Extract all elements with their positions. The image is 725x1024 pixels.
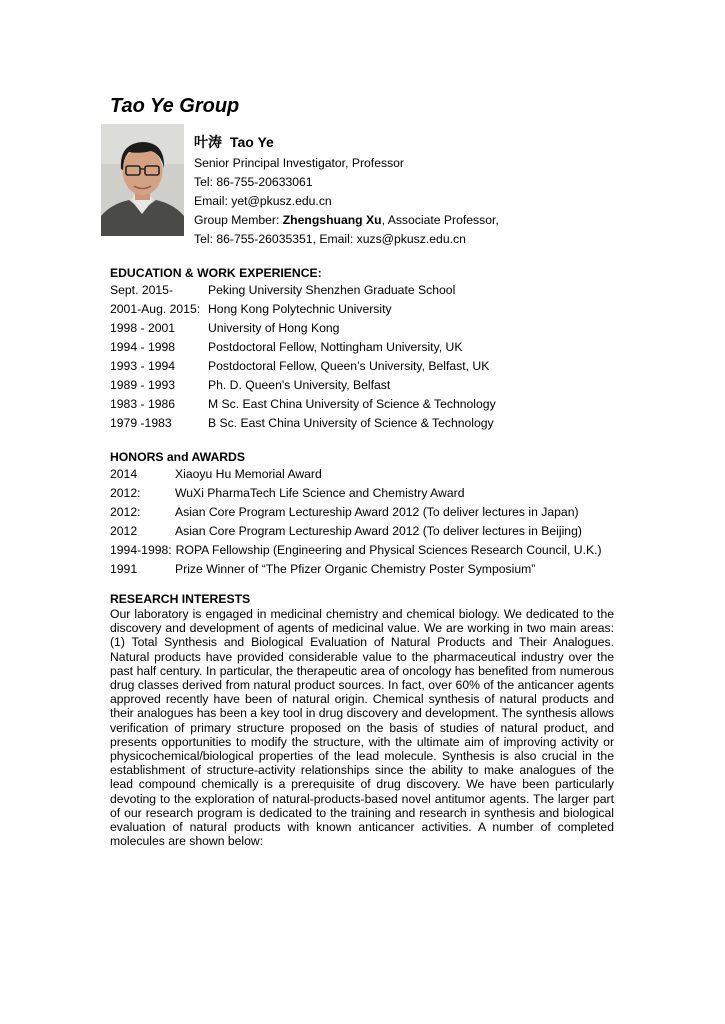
education-description: Ph. D. Queen's University, Belfast xyxy=(208,378,391,392)
education-period: 1993 - 1994 xyxy=(110,359,176,373)
education-description: University of Hong Kong xyxy=(208,321,340,335)
profile-photo xyxy=(101,124,184,236)
honors-description: WuXi PharmaTech Life Science and Chemistry Award xyxy=(175,486,465,500)
group-member xyxy=(194,211,499,230)
position-title: Senior Principal Investigator, Professor xyxy=(194,156,404,170)
honors-period: 1994-1998: xyxy=(110,543,172,557)
honors-heading: HONORS and AWARDS xyxy=(110,450,245,464)
education-period: 1979 -1983 xyxy=(110,416,172,430)
group-member-title: , Associate Professor, xyxy=(381,213,499,227)
name-english: Tao Ye xyxy=(230,134,274,150)
education-row xyxy=(110,281,496,300)
education-description: M Sc. East China University of Science & Technology xyxy=(208,397,496,411)
education-description: Postdoctoral Fellow, Nottingham University, UK xyxy=(208,340,463,354)
honors-list xyxy=(110,465,602,579)
education-row xyxy=(110,319,496,338)
group-member-contact: Tel: 86-755-26035351, Email: xuzs@pkusz.edu.cn xyxy=(194,232,466,246)
honors-description: Xiaoyu Hu Memorial Award xyxy=(175,467,322,481)
honors-row xyxy=(110,503,602,522)
honors-row xyxy=(110,522,602,541)
honors-description: Asian Core Program Lectureship Award 2012 (To deliver lectures in Beijing) xyxy=(175,524,582,538)
education-period: 1989 - 1993 xyxy=(110,378,176,392)
education-description: Hong Kong Polytechnic University xyxy=(208,302,392,316)
telephone: Tel: 86-755-20633061 xyxy=(194,175,313,189)
education-row xyxy=(110,338,496,357)
education-description: Peking University Shenzhen Graduate School xyxy=(208,283,456,297)
email: Email: yet@pkusz.edu.cn xyxy=(194,194,332,208)
education-row xyxy=(110,414,496,433)
education-heading: EDUCATION & WORK EXPERIENCE: xyxy=(110,266,322,280)
education-period: 2001-Aug. 2015: xyxy=(110,302,201,316)
honors-description: Asian Core Program Lectureship Award 2012 (To deliver lectures in Japan) xyxy=(175,505,579,519)
honors-row xyxy=(110,484,602,503)
honors-row xyxy=(110,560,602,579)
education-period: 1998 - 2001 xyxy=(110,321,176,335)
honors-period: 1991 xyxy=(110,562,138,576)
honors-row xyxy=(110,465,602,484)
group-member-name: Zhengshuang Xu xyxy=(282,213,382,227)
honors-period: 2014 xyxy=(110,467,138,481)
research-paragraph: Our laboratory is engaged in medicinal chemistry and chemical biology. We dedicated to the discovery and development of agents of medicinal value. We are working in two main areas: (1) Total Synthesis and Biological Evaluation of Natural Products and Their Analogues. Natural products have provided considerable value to the pharmaceutical industry over the past half century. In particular, the therapeutic area of oncology has benefited from numerous drug classes derived from natural product sources. In fact, over 60% of the anticancer agents approved recently have been of natural origin. Chemical synthesis of natural products and their analogues has been a key tool in drug discovery and development. The synthesis allows verification of primary structure proposed on the basis of studies of natural product, and presents opportunities to modify the structure, with the ultimate aim of improving activity or physicochemical/biological properties of the lead molecule. Synthesis is also crucial in the establishment of structure-activity relationships since the ability to make analogues of the lead compound chemically is a prerequisite of drug discovery. We have been particularly devoting to the exploration of natural-products-based novel antitumor agents. The larger part of our research program is dedicated to the training and research in synthesis and biological evaluation of natural products with known anticancer activities. A number of completed molecules are shown below: xyxy=(110,607,614,849)
honors-period: 2012: xyxy=(110,505,141,519)
education-row xyxy=(110,300,496,319)
education-row xyxy=(110,395,496,414)
honors-period: 2012: xyxy=(110,486,141,500)
education-row xyxy=(110,376,496,395)
honors-description: Prize Winner of “The Pfizer Organic Chemistry Poster Symposium” xyxy=(175,562,536,576)
profile-info xyxy=(194,133,499,249)
page-title: Tao Ye Group xyxy=(110,95,240,117)
education-description: B Sc. East China University of Science & Technology xyxy=(208,416,494,430)
honors-section xyxy=(110,449,602,579)
education-row xyxy=(110,357,496,376)
name-line xyxy=(194,133,499,153)
name-chinese: 叶涛 xyxy=(194,135,222,151)
research-section xyxy=(110,591,614,848)
education-description: Postdoctoral Fellow, Queen’s University, Belfast, UK xyxy=(208,359,490,373)
group-member-prefix: Group Member: xyxy=(194,213,283,227)
education-section xyxy=(110,265,496,433)
honors-period: 2012 xyxy=(110,524,138,538)
education-list xyxy=(110,281,496,433)
education-period: 1983 - 1986 xyxy=(110,397,176,411)
education-period: Sept. 2015- xyxy=(110,283,174,297)
honors-description: ROPA Fellowship (Engineering and Physical Sciences Research Council, U.K.) xyxy=(175,543,602,557)
education-period: 1994 - 1998 xyxy=(110,340,176,354)
honors-row xyxy=(110,541,602,560)
research-heading: RESEARCH INTERESTS xyxy=(110,592,251,606)
